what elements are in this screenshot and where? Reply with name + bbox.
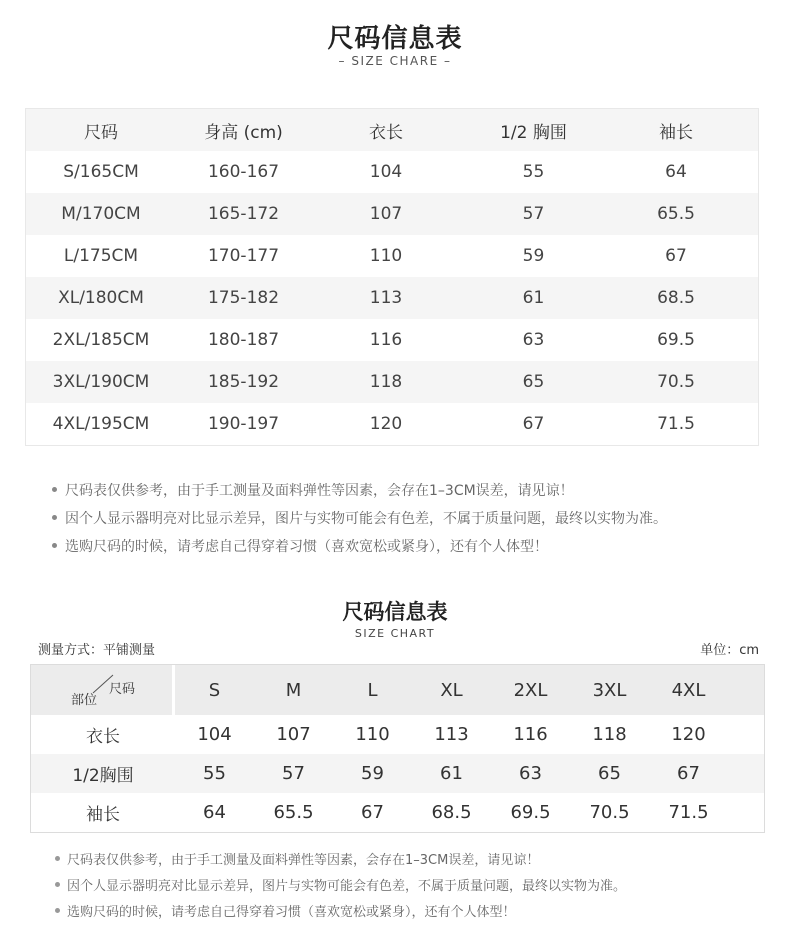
list-item (55, 848, 626, 874)
table-row (26, 361, 758, 403)
size-table-1 (25, 108, 759, 446)
length-cell: 107 (369, 204, 403, 224)
bullet-icon (55, 882, 60, 887)
list-item (52, 505, 667, 533)
notes-list-2 (55, 848, 626, 926)
note-text: 因个人显示器明亮对比显示差异，图片与实物可能会有色差，不属于质量问题，最终以实物为准。 (65, 511, 667, 527)
value-cell: 67 (677, 763, 700, 784)
chest-cell: 55 (522, 162, 545, 182)
list-item (52, 477, 667, 505)
length-cell: 104 (369, 162, 403, 182)
table-header-row (26, 109, 758, 151)
value-cell: 65.5 (273, 802, 314, 823)
height-cell: 165-172 (207, 204, 280, 224)
chest-cell: 63 (522, 330, 545, 350)
size-header: M (285, 679, 302, 701)
table-header-row (31, 665, 764, 715)
value-cell: 116 (513, 724, 548, 745)
corner-part-label: 部位 (71, 693, 98, 708)
size-header: 3XL (592, 679, 627, 701)
value-cell: 68.5 (431, 802, 472, 823)
size-cell: L/175CM (63, 246, 139, 266)
size-cell: 4XL/195CM (52, 414, 150, 434)
value-cell: 65 (598, 763, 621, 784)
bullet-icon (55, 856, 60, 861)
size-chart-subtitle-2: SIZE CHART (354, 627, 436, 640)
value-cell: 71.5 (668, 802, 709, 823)
sleeve-cell: 68.5 (657, 288, 695, 308)
value-cell: 104 (197, 724, 232, 745)
size-chart-subtitle: – SIZE CHARE – (338, 54, 452, 68)
list-item (52, 533, 667, 561)
chest-cell: 61 (522, 288, 545, 308)
note-text: 尺码表仅供参考，由于手工测量及面料弹性等因素，会存在1–3CM误差，请见谅！ (67, 853, 540, 868)
diagonal-divider (31, 665, 172, 715)
value-cell: 61 (440, 763, 463, 784)
bullet-icon (52, 515, 57, 520)
row-label: 袖长 (86, 805, 120, 825)
bullet-icon (52, 543, 57, 548)
table-row (26, 151, 758, 193)
length-cell: 120 (369, 414, 403, 434)
height-cell: 180-187 (207, 330, 280, 350)
table-row (26, 193, 758, 235)
value-cell: 120 (671, 724, 706, 745)
note-text: 尺码表仅供参考，由于手工测量及面料弹性等因素，会存在1–3CM误差，请见谅！ (65, 483, 574, 499)
measure-method: 测量方式：平铺测量 (38, 643, 156, 658)
sleeve-cell: 69.5 (657, 330, 695, 350)
header-cell: 身高 (cm) (204, 122, 283, 143)
chest-cell: 57 (522, 204, 545, 224)
bullet-icon (52, 487, 57, 492)
value-cell: 55 (203, 763, 226, 784)
chest-cell: 59 (522, 246, 545, 266)
sleeve-cell: 67 (665, 246, 687, 266)
size-cell: M/170CM (61, 204, 141, 224)
value-cell: 69.5 (510, 802, 551, 823)
length-cell: 116 (369, 330, 403, 350)
bullet-icon (55, 908, 60, 913)
header-cell: 衣长 (369, 122, 403, 143)
sleeve-cell: 64 (665, 162, 687, 182)
height-cell: 185-192 (207, 372, 280, 392)
size-header: L (367, 679, 378, 701)
size-table-2 (30, 664, 765, 833)
corner-size-label: 尺码 (109, 682, 136, 697)
size-header: S (208, 679, 221, 701)
list-item (55, 874, 626, 900)
sleeve-cell: 70.5 (657, 372, 695, 392)
header-cell: 1/2 胸围 (500, 122, 567, 143)
chest-cell: 65 (522, 372, 545, 392)
table-row (26, 319, 758, 361)
value-cell: 63 (519, 763, 542, 784)
size-chart-title: 尺码信息表 (327, 24, 463, 54)
value-cell: 67 (361, 802, 384, 823)
value-cell: 110 (355, 724, 390, 745)
value-cell: 57 (282, 763, 305, 784)
size-cell: XL/180CM (58, 288, 144, 308)
table-row (31, 715, 764, 754)
header-cell: 尺码 (84, 122, 118, 143)
height-cell: 190-197 (207, 414, 280, 434)
value-cell: 113 (434, 724, 469, 745)
length-cell: 113 (369, 288, 403, 308)
row-label: 衣长 (86, 727, 120, 747)
size-cell: 2XL/185CM (52, 330, 150, 350)
value-cell: 107 (276, 724, 311, 745)
row-label: 1/2胸围 (72, 766, 134, 786)
value-cell: 59 (361, 763, 384, 784)
notes-list-1 (52, 477, 667, 561)
size-header: 4XL (671, 679, 706, 701)
value-cell: 64 (203, 802, 226, 823)
size-chart-title-2: 尺码信息表 (342, 600, 448, 624)
height-cell: 170-177 (207, 246, 280, 266)
unit-label: 单位：cm (700, 643, 759, 658)
sleeve-cell: 65.5 (657, 204, 695, 224)
table-row (31, 793, 764, 832)
length-cell: 110 (369, 246, 403, 266)
table-row (26, 277, 758, 319)
size-cell: S/165CM (63, 162, 139, 182)
height-cell: 175-182 (207, 288, 280, 308)
header-cell: 袖长 (659, 122, 693, 143)
table-row (26, 403, 758, 445)
table-row (26, 235, 758, 277)
table-row (31, 754, 764, 793)
sleeve-cell: 71.5 (657, 414, 695, 434)
list-item (55, 900, 626, 926)
size-cell: 3XL/190CM (52, 372, 150, 392)
note-text: 选购尺码的时候，请考虑自己得穿着习惯（喜欢宽松或紧身），还有个人体型！ (67, 905, 516, 920)
note-text: 因个人显示器明亮对比显示差异，图片与实物可能会有色差，不属于质量问题，最终以实物为准。 (67, 879, 627, 894)
value-cell: 70.5 (589, 802, 630, 823)
value-cell: 118 (592, 724, 627, 745)
size-header: 2XL (513, 679, 548, 701)
chest-cell: 67 (522, 414, 545, 434)
height-cell: 160-167 (207, 162, 280, 182)
size-header: XL (440, 679, 463, 701)
note-text: 选购尺码的时候，请考虑自己得穿着习惯（喜欢宽松或紧身），还有个人体型！ (65, 539, 548, 555)
length-cell: 118 (369, 372, 403, 392)
corner-cell (31, 665, 175, 715)
